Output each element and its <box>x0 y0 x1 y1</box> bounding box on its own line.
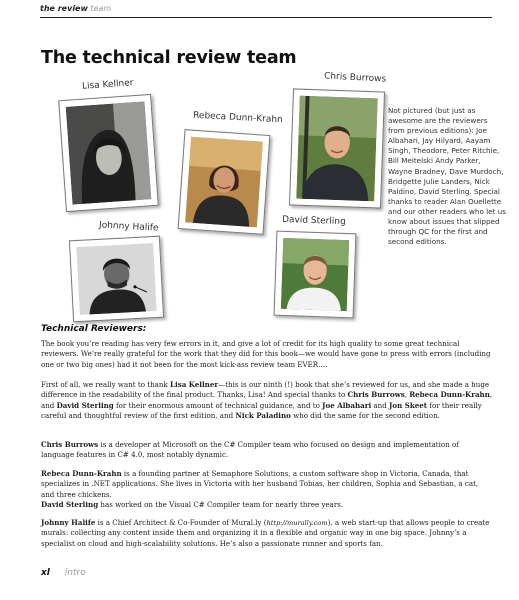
bio-name: Chris Burrows <box>41 440 99 449</box>
bio-david-sterling <box>41 500 493 510</box>
running-header <box>40 4 492 18</box>
bio-name: David Sterling <box>41 500 99 509</box>
photo-lisa-kellner <box>58 94 159 212</box>
text-segment: who did the same for the second edition. <box>290 410 440 420</box>
bio-text: is a Chief Architect & Co-Founder of Mural.ly ( <box>95 518 267 527</box>
name-rebeca-dunn-krahn: Rebeca Dunn-Krahn <box>409 390 490 400</box>
page-footer <box>41 568 86 578</box>
bio-name: Rebeca Dunn-Krahn <box>41 469 122 478</box>
photo-chris-burrows <box>289 88 385 208</box>
bio-text: ), a web start-up that allows people to create murals: collecting any content inside them and organizing it in a flexible and organic way in one big space. Johnny’s a specialist on cloud and high-scalability solutions. He’s also a passionate runner and sports fan. <box>41 518 490 548</box>
header-section: team <box>90 4 112 13</box>
bio-rebeca-dunn-krahn <box>41 469 493 500</box>
murally-url: http://murally.com <box>266 519 328 527</box>
name-joe-albahari: Joe Albahari <box>322 400 372 410</box>
caption-johnny-halife: Johnny Halife <box>98 220 159 234</box>
text-segment: , <box>404 390 410 400</box>
name-lisa-kellner: Lisa Kellner <box>170 380 219 389</box>
intro-paragraph: The book you’re reading has very few errors in it, and give a lot of credit for its high quality to some great technical reviewers. We’re really grateful for the work that they did for this book—we would have gone to press with errors (including one or two big ones) had it not been for the most kick-ass review team EVER…. <box>41 339 491 369</box>
footer-section: intro <box>64 568 86 578</box>
not-pictured-note: Not pictured (but just as awesome are the reviewers from previous editions): Joe Albahari, Jay Hilyard, Aayam Singh, Theodore, Peter Ritchie, Bill Meitelski Andy Parker, Wayne Bradney, Dave Murdoch, Bridgette Julie Landers, Nick Paldino, David Sterling. Special thanks to reader Alan Ouellette and our other readers who let us know about issues that slipped through QC for the first and second editions. <box>388 106 506 247</box>
header-book: the review <box>40 4 88 13</box>
name-chris-burrows: Chris Burrows <box>347 390 405 400</box>
text-segment: for their enormous amount of technical guidance, and to <box>113 400 323 410</box>
page-number: xl <box>41 568 50 578</box>
thanks-paragraph <box>41 380 493 421</box>
bio-johnny-halife <box>41 518 493 549</box>
caption-lisa-kellner: Lisa Kellner <box>81 78 134 92</box>
photo-rebeca-dunn-krahn <box>178 129 271 235</box>
bio-text: is a developer at Microsoft on the C# Compiler team who focused on design and implementation of language features in C# 4.0, most notably dynamic. <box>41 440 459 460</box>
text-segment: —this is our ninth (!) book that she’s reviewed for us, and she made a huge difference in the readability of the final product. Thanks, Lisa! And special thanks to <box>41 380 490 400</box>
bio-name: Johnny Halife <box>41 518 96 527</box>
bio-text: has worked on the Visual C# Compiler team for nearly three years. <box>98 500 344 509</box>
photo-david-sterling <box>274 231 357 319</box>
text-segment: , and <box>41 390 493 410</box>
section-heading: Technical Reviewers: <box>41 324 147 334</box>
text-segment: and <box>371 400 390 410</box>
bio-chris-burrows <box>41 440 493 461</box>
caption-chris-burrows: Chris Burrows <box>323 71 387 85</box>
caption-rebeca-dunn-krahn: Rebeca Dunn-Krahn <box>192 110 283 126</box>
name-david-sterling: David Sterling <box>56 400 114 410</box>
name-nick-paladino: Nick Paladino <box>235 410 291 420</box>
text-segment: First of all, we really want to thank <box>41 380 171 389</box>
photo-johnny-halife <box>69 236 164 323</box>
caption-david-sterling: David Sterling <box>281 214 346 228</box>
name-jon-skeet: Jon Skeet <box>389 400 428 410</box>
page-title: The technical review team <box>41 48 297 68</box>
text-segment: for their really careful and thoughtful review of the first edition, and <box>41 400 482 420</box>
bio-text: is a founding partner at Semaphore Solutions, a custom software shop in Victoria, Canada, that specializes in .NET applications. She lives in Victoria with her husband Tobias, her children, Sophia and Sebastian, a cat, and three chickens. <box>41 469 479 499</box>
